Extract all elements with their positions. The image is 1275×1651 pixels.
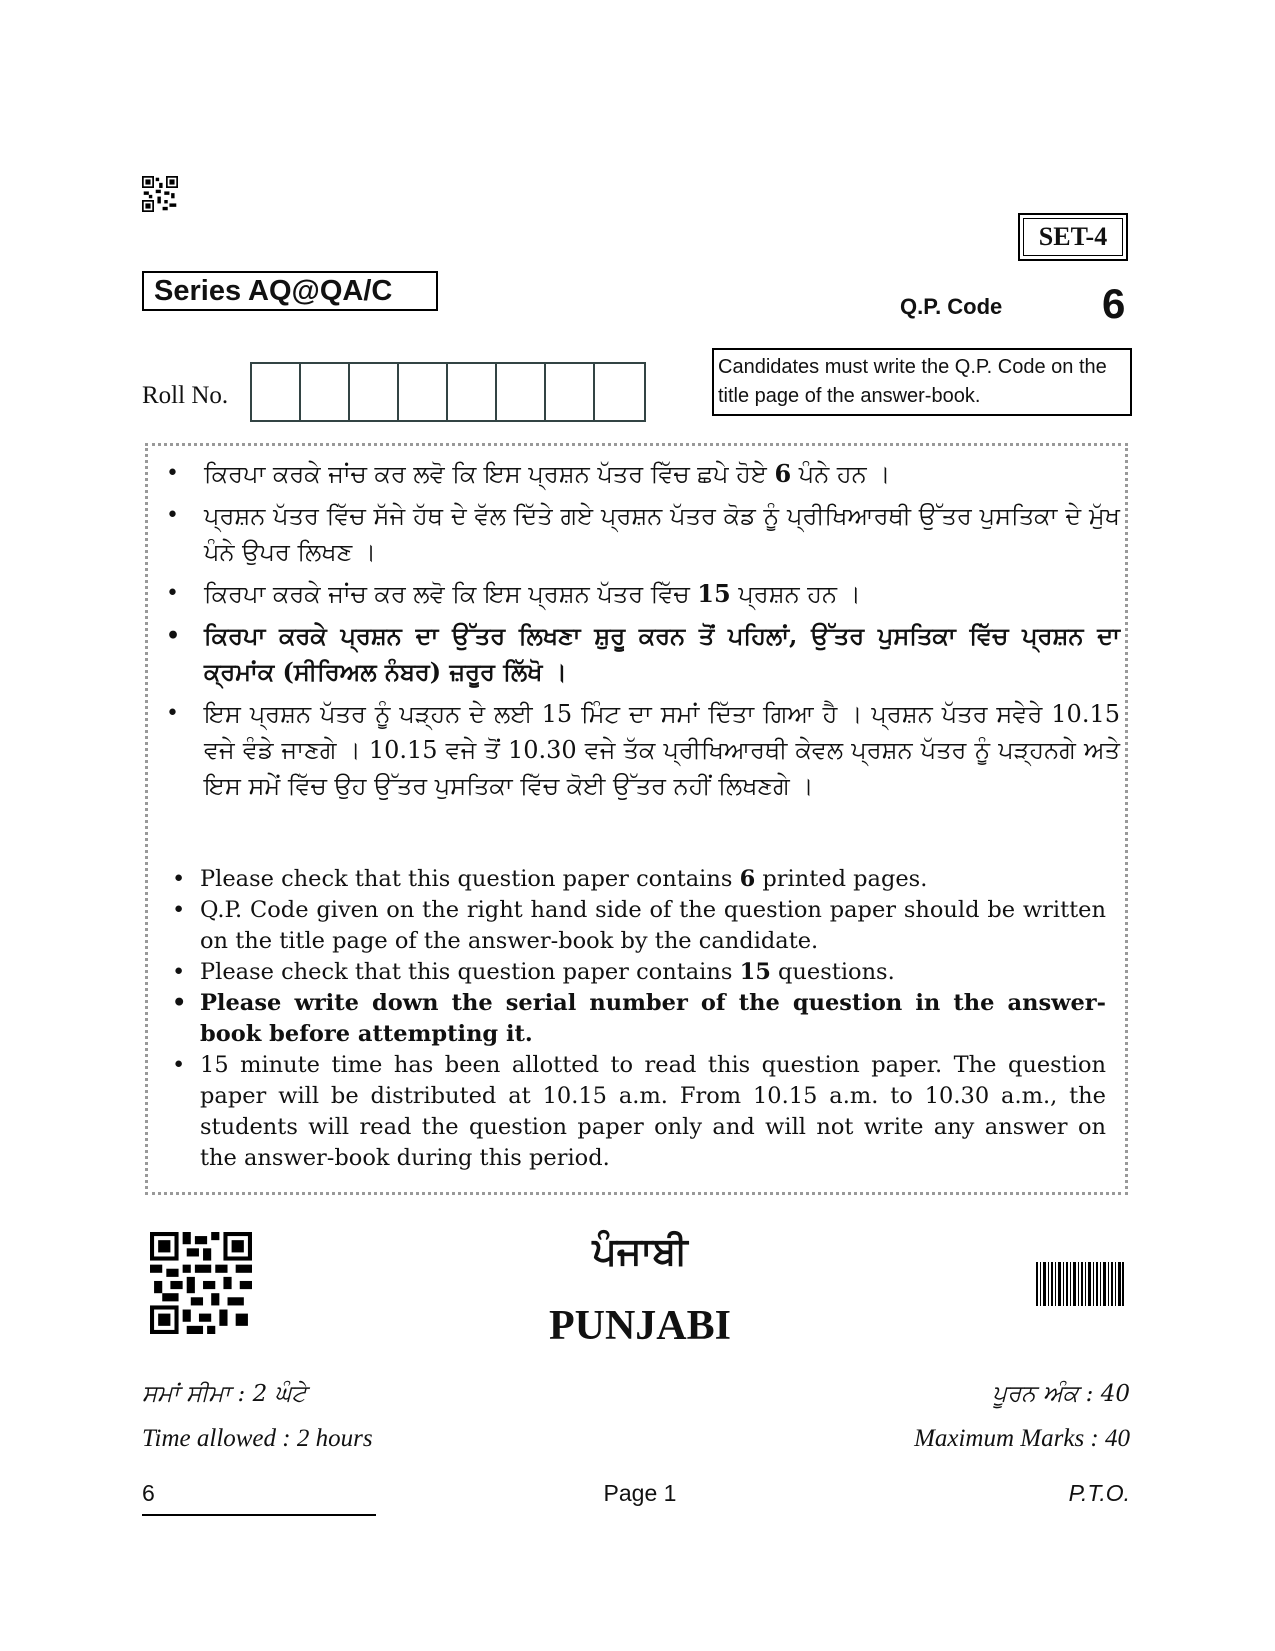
- instruction-item: [160, 618, 1120, 690]
- roll-no-cell[interactable]: [399, 364, 448, 420]
- punjabi-instructions: [160, 456, 1120, 810]
- instruction-item: [166, 1050, 1106, 1174]
- instruction-bold: 6: [739, 866, 756, 892]
- max-marks-punjabi: ਪੂਰਨ ਅੰਕ : 40: [992, 1381, 1130, 1407]
- instruction-item: [166, 864, 1106, 895]
- max-marks-english: Maximum Marks : 40: [914, 1425, 1130, 1452]
- bullet: •: [172, 1052, 186, 1078]
- instruction-text: printed pages.: [755, 866, 928, 892]
- instruction-bold: 6: [774, 459, 792, 488]
- small-qr-code: [142, 176, 178, 212]
- instruction-text: 15 minute time has been allotted to read this question paper. The question paper will be distributed at 10.15 a.m. From 10.15 a.m. to 10.30 a.m., the students will read the question paper only and will not write any answer on the answer-book during this period.: [200, 1052, 1106, 1171]
- roll-no-cell[interactable]: [595, 364, 644, 420]
- bullet: •: [172, 959, 186, 985]
- time-allowed-punjabi: ਸਮਾਂ ਸੀਮਾ : 2 ਘੰਟੇ: [142, 1381, 307, 1407]
- footer-rule: [142, 1514, 376, 1516]
- page-number: Page 1: [603, 1480, 677, 1506]
- roll-no-label: Roll No.: [142, 382, 229, 409]
- roll-no-cell[interactable]: [546, 364, 595, 420]
- instruction-text: ਕਿਰਪਾ ਕਰਕੇ ਜਾਂਚ ਕਰ ਲਵੋ ਕਿ ਇਸ ਪ੍ਰਸ਼ਨ ਪੱਤਰ ਵਿੱਚ: [204, 580, 698, 608]
- instruction-text: ਪ੍ਰਸ਼ਨ ਹਨ ।: [730, 580, 861, 608]
- bullet: •: [166, 461, 179, 486]
- bullet: •: [172, 897, 186, 923]
- instruction-item: [166, 988, 1106, 1050]
- instruction-text: ਕਿਰਪਾ ਕਰਕੇ ਜਾਂਚ ਕਰ ਲਵੋ ਕਿ ਇਸ ਪ੍ਰਸ਼ਨ ਪੱਤਰ ਵਿੱਚ ਛਪੇ ਹੋਏ: [204, 460, 775, 488]
- roll-no-cell[interactable]: [448, 364, 497, 420]
- qp-code-value: 6: [1102, 280, 1126, 327]
- instruction-text: ਇਸ ਪ੍ਰਸ਼ਨ ਪੱਤਰ ਨੂੰ ਪੜ੍ਹਨ ਦੇ ਲਈ 15 ਮਿੰਟ ਦਾ ਸਮਾਂ ਦਿੱਤਾ ਗਿਆ ਹੈ । ਪ੍ਰਸ਼ਨ ਪੱਤਰ ਸਵੇਰੇ 10.15 ਵਜੇ ਵੰਡੇ ਜਾਣਗੇ । 10.15 ਵਜੇ ਤੋਂ 10.30 ਵਜੇ ਤੱਕ ਪ੍ਰੀਖਿਆਰਥੀ ਕੇਵਲ ਪ੍ਰਸ਼ਨ ਪੱਤਰ ਨੂੰ ਪੜ੍ਹਨਗੇ ਅਤੇ ਇਸ ਸਮੇਂ ਵਿੱਚ ਉਹ ਉੱਤਰ ਪੁਸਤਿਕਾ ਵਿੱਚ ਕੋਈ ਉੱਤਰ ਨਹੀਂ ਲਿਖਣਗੇ ।: [204, 700, 1120, 800]
- instruction-item: [160, 456, 1120, 492]
- instruction-bold: 15: [697, 579, 731, 608]
- set-number-box: SET-4: [1018, 213, 1128, 261]
- instruction-text: ਪ੍ਰਸ਼ਨ ਪੱਤਰ ਵਿੱਚ ਸੱਜੇ ਹੱਥ ਦੇ ਵੱਲ ਦਿੱਤੇ ਗਏ ਪ੍ਰਸ਼ਨ ਪੱਤਰ ਕੋਡ ਨੂੰ ਪ੍ਰੀਖਿਆਰਥੀ ਉੱਤਰ ਪੁਸਤਿਕਾ ਦੇ ਮੁੱਖ ਪੰਨੇ ਉਪਰ ਲਿਖਣ ।: [204, 502, 1120, 566]
- instruction-item: [166, 957, 1106, 988]
- instruction-text: ਪੰਨੇ ਹਨ ।: [791, 460, 891, 488]
- instruction-text: questions.: [770, 959, 895, 985]
- instruction-item: [160, 498, 1120, 570]
- candidates-note-box: Candidates must write the Q.P. Code on the title page of the answer-book.: [712, 348, 1132, 416]
- bullet: •: [166, 581, 179, 606]
- roll-no-cell[interactable]: [301, 364, 350, 420]
- roll-no-grid: [250, 362, 646, 422]
- pto-label: P.T.O.: [1068, 1480, 1130, 1506]
- qp-code-label: Q.P. Code: [900, 294, 1003, 319]
- instruction-text: Please check that this question paper contains: [200, 866, 740, 892]
- subject-title-english: PUNJABI: [548, 1303, 731, 1349]
- roll-no-cell[interactable]: [252, 364, 301, 420]
- english-instructions: [166, 864, 1106, 1174]
- roll-no-cell[interactable]: [350, 364, 399, 420]
- qr-code: [150, 1232, 252, 1334]
- instruction-text: Please check that this question paper contains: [200, 959, 740, 985]
- roll-no-cell[interactable]: [497, 364, 546, 420]
- barcode: [1036, 1262, 1124, 1306]
- instruction-item: [166, 895, 1106, 957]
- bullet: •: [166, 623, 181, 649]
- instruction-bold: 15: [739, 959, 771, 985]
- instruction-item: [160, 696, 1120, 804]
- bullet: •: [166, 503, 179, 528]
- time-allowed-english: Time allowed : 2 hours: [142, 1425, 373, 1452]
- bullet: •: [172, 866, 186, 892]
- footer-code: 6: [142, 1480, 155, 1506]
- series-box: Series AQ@QA/C: [142, 271, 438, 311]
- bullet: •: [172, 990, 187, 1016]
- instruction-text: ਕਿਰਪਾ ਕਰਕੇ ਪ੍ਰਸ਼ਨ ਦਾ ਉੱਤਰ ਲਿਖਣਾ ਸ਼ੁਰੂ ਕਰਨ ਤੋਂ ਪਹਿਲਾਂ, ਉੱਤਰ ਪੁਸਤਿਕਾ ਵਿੱਚ ਪ੍ਰਸ਼ਨ ਦਾ ਕ੍ਰਮਾਂਕ (ਸੀਰਿਅਲ ਨੰਬਰ) ਜ਼ਰੂਰ ਲਿੱਖੋ ।: [204, 621, 1120, 686]
- instruction-text: Q.P. Code given on the right hand side of the question paper should be written on the title page of the answer-book by the candidate.: [200, 897, 1106, 954]
- subject-title-punjabi: ਪੰਜਾਬੀ: [592, 1228, 688, 1273]
- bullet: •: [166, 701, 179, 726]
- instructions-box: [145, 443, 1128, 1195]
- instruction-item: [160, 576, 1120, 612]
- instruction-text: Please write down the serial number of the question in the answer-book before attempting it.: [200, 990, 1106, 1047]
